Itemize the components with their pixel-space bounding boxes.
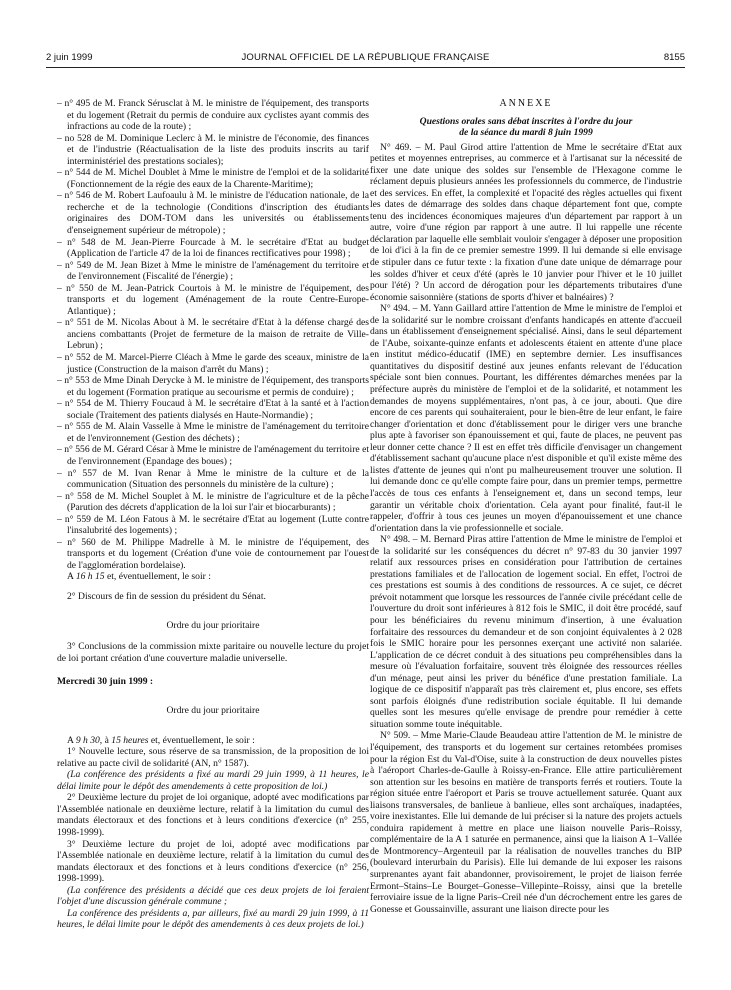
annexe-title: ANNEXE	[499, 98, 553, 109]
list-item: – n° 560 de M. Philippe Madrelle à M. le ministre de l'équipement, des transports et du logement (Création d'une voie de contournement par l'ouest de l'agglomération bordelaise).	[57, 536, 369, 571]
page-header	[46, 52, 685, 66]
list-item: – n° 559 de M. Léon Fatous à M. le secrétaire d'Etat au logement (Lutte contre l'insalubrité des logements) ;	[57, 513, 369, 537]
list-item: – n° 557 de M. Ivan Renar à Mme le ministre de la culture et de la communication (Situation des personnels du ministère de la culture) ;	[57, 467, 369, 491]
agenda-note-1: (La conférence des présidents a fixé au mardi 29 juin 1999, à 11 heures, le délai limite pour le dépôt des amendements à cette proposition de loi.)	[57, 769, 369, 792]
list-item: – n° 556 de M. Gérard César à Mme le ministre de l'aménagement du territoire et de l'environnement (Epandage des boues) ;	[57, 444, 369, 467]
morning-schedule: A 9 h 30, à 15 heures et, éventuellement, le soir :	[67, 734, 255, 746]
ordre-du-jour-heading-2: Ordre du jour prioritaire	[166, 705, 260, 717]
discours-item: 2° Discours de fin de session du président du Sénat.	[67, 590, 266, 602]
list-item: – n° 554 de M. Thierry Foucaud à M. le secrétaire d'Etat à la santé et à l'action sociale (Traitement des patients dialysés en Haute-Normandie) ;	[57, 398, 369, 421]
list-item: – n° 549 de M. Jean Bizet à Mme le ministre de l'aménagement du territoire et de l'environnement (Fiscalité de l'énergie) ;	[57, 259, 369, 283]
list-item: – n° 558 de M. Michel Souplet à M. le ministre de l'agriculture et de la pêche (Parution des décrets d'application de la loi sur l'air et biocarburants) ;	[57, 490, 369, 514]
list-item: – n° 551 de M. Nicolas About à M. le secrétaire d'Etat à la défense chargé des anciens combattants (Projet de fermeture de la maison de retraite de Ville-Lebrun) ;	[57, 317, 369, 352]
header-journal-title: JOURNAL OFFICIEL DE LA RÉPUBLIQUE FRANÇAISE	[241, 52, 490, 63]
list-item: – n° 553 de Mme Dinah Derycke à M. le ministre de l'équipement, des transports et du logement (Formation pratique au secourisme et permis de conduire) ;	[57, 375, 369, 398]
question-498: N° 498. – M. Bernard Piras attire l'attention de Mme le ministre de l'emploi et de la solidarité sur les conséquences du décret n° 97-83 du 30 janvier 1997 relatif aux ressources prises en considération pour l'attribution de certaines prestations familiales et de l'allocation de logement social. En effet, l'octroi de ces prestations est soumis à des conditions de ressources. A ce sujet, ce décret prévoit notamment que lorsque les ressources de l'année civile précédant celle de l'ouverture du droit sont inférieures à 812 fois le SMIC, il doit être procédé, sauf pour les bénéficiaires du revenu minimum d'insertion, à une évaluation forfaitaire des ressources du demandeur et de son conjoint équivalentes à 2 028 fois le SMIC horaire pour les personnes exerçant une activité non salariée. L'application de ce décret conduit à des situations peu compréhensibles dans la mesure où l'évaluation forfaitaire, souvent très éloignée des ressources réelles d'un ménage, peut ainsi les priver du bénéfice d'une prestation familiale. La logique de ce dispositif n'apparaît pas très clairement et, plus encore, ses effets sont parfois éloignés d'une redistribution sociale équitable. Il lui demande quelles sont les mesures qu'elle envisage de prendre pour remédier à cette situation somme toute inéquitable.	[370, 534, 682, 730]
question-469: N° 469. – M. Paul Girod attire l'attention de Mme le secrétaire d'Etat aux petites et moyennes entreprises, au commerce et à l'artisanat sur la nécessité de fixer une date unique des soldes sur l'ensemble de l'Hexagone comme le réclament depuis plusieurs années les professionnels du commerce, de l'industrie et des services. En effet, la complexité et l'opacité des règles actuelles qui fixent les dates de démarrage des soldes dans chaque département font que, compte tenu des incidences économiques majeures d'un département par rapport à un autre, voire d'une région par rapport à une autre. Il lui rappelle une récente déclaration par laquelle elle semblait vouloir s'engager à déposer une proposition de loi d'ici à la fin de ce premier semestre 1999. Il lui demande si elle envisage de stipuler dans ce futur texte : la fixation d'une date unique de démarrage pour les soldes d'hiver et ceux d'été (après le 10 janvier pour l'hiver et le 10 juillet pour l'été) ? Un accord de dérogation pour les départements tributaires d'une économie saisonnière (stations de sports d'hiver et balnéaires) ?	[370, 141, 682, 303]
list-item: – n° 550 de M. Jean-Patrick Courtois à M. le ministre de l'équipement, des transports et du logement (Aménagement de la route Centre-Europe-Atlantique) ;	[57, 282, 369, 317]
right-column	[370, 98, 682, 915]
header-date: 2 juin 1999	[46, 52, 93, 63]
list-item: – no 528 de M. Dominique Leclerc à M. le ministre de l'économie, des finances et de l'industrie (Réactualisation de la liste des produits inscrits au tarif interministériel des prestations sociales);	[57, 132, 369, 167]
header-rule	[46, 67, 685, 68]
agenda-note-3: La conférence des présidents a, par ailleurs, fixé au mardi 29 juin 1999, à 11 heures, le délai limite pour le dépôt des amendements à ces deux projets de loi.)	[57, 907, 369, 931]
conclusions-item: 3° Conclusions de la commission mixte paritaire ou nouvelle lecture du projet de loi portant création d'une couverture maladie universelle.	[57, 641, 369, 664]
list-item: – n° 546 de M. Robert Laufoaulu à M. le ministre de l'éducation nationale, de la recherche et de la technologie (Conditions d'inscription des étudiants originaires des DOM-TOM dans les universités ou établissements d'enseignement supérieur de métropole) ;	[57, 190, 369, 237]
annexe-subtitle-line-2: de la séance du mardi 8 juin 1999	[459, 127, 593, 139]
mercredi-heading: Mercredi 30 juin 1999 :	[57, 676, 154, 688]
question-494: N° 494. – M. Yann Gaillard attire l'attention de Mme le ministre de l'emploi et de la solidarité sur le nombre croissant d'enfants handicapés en attente d'accueil dans un établissement d'enseignement spécialisé. Ainsi, dans le seul département de l'Aube, soixante-quinze enfants et adolescents étaient en attente d'une place en institut médico-éducatif (IME) en septembre dernier. Les insuffisances quantitatives du dispositif destiné aux jeunes enfants relevant de l'éducation spéciale sont bien connues. Pourtant, les différentes démarches menées par la préfecture auprès du ministère de l'emploi et de la solidarité, et notamment les demandes de moyens supplémentaires, n'ont pas, à ce jour, abouti. Que dire encore de ces parents qui souhaiteraient, pour le bien-être de leur enfant, le faire changer d'orientation et donc d'établissement pour le diriger vers une branche plus apte à favoriser son épanouissement et qui, faute de places, ne peuvent pas leur donner cette chance ? Il est en effet très difficile d'envisager un changement d'établissement sachant qu'aucune place n'est disponible et qu'il existe même des listes d'attente de jeunes qui n'ont pu malheureusement trouver une solution. Il lui demande donc ce qu'elle compte faire pour, dans un premier temps, permettre l'accès de tous ces enfants à l'enseignement et, dans un second temps, leur garantir un véritable choix d'orientation. Cela ayant pour finalité, faut-il le rappeler, d'offrir à tous ces jeunes un moyen d'épanouissement et une chance d'orientation dans la vie professionnelle et sociale.	[370, 303, 682, 534]
afternoon-schedule: A 16 h 15 et, éventuellement, le soir :	[67, 571, 211, 583]
list-item: – n° 552 de M. Marcel-Pierre Cléach à Mme le garde des sceaux, ministre de la justice (Construction de la maison d'arrêt du Mans) ;	[57, 352, 369, 375]
question-509: N° 509. – Mme Marie-Claude Beaudeau attire l'attention de M. le ministre de l'équipement, des transports et du logement sur certaines retombées promises pour la région Est du Val-d'Oise, suite à la construction de deux nouvelles pistes à l'aéroport Charles-de-Gaulle à Roissy-en-France. Elle attire particulièrement son attention sur les besoins en matière de transports ferrés et routiers. Toute la région située entre l'aéroport et Paris se trouve actuellement saturée. Quant aux liaisons transversales, de banlieue à banlieue, elles sont archaïques, inadaptées, voire inexistantes. Elle lui demande de lui préciser si la nature des projets actuels conduira rapidement à mettre en place une liaison nouvelle Paris–Roissy, complémentaire de la A 1 saturée en permanence, ainsi que la liaison A 1–Vallée de Montmorency–Argenteuil par la réalisation de nouvelles tranches du BIP (boulevard interurbain du Parisis). Elle lui demande de lui exposer les raisons surprenantes ayant fait abandonner, provisoirement, le projet de liaison ferrée Ermont–Stains–Le Bourget–Gonesse–Villepinte–Roissy, ainsi que la bretelle ferroviaire issue de la ligne Paris–Creil née d'un décrochement entre les gares de Gonesse et Goussainville, assurant une liaison directe pour les	[370, 730, 682, 915]
question-list	[57, 98, 369, 571]
annexe-subtitle-line-1: Questions orales sans débat inscrites à l'ordre du jour	[419, 115, 633, 127]
header-page-number: 8155	[663, 52, 685, 63]
agenda-item-1: 1° Nouvelle lecture, sous réserve de sa transmission, de la proposition de loi relative au pacte civil de solidarité (AN, n° 1587).	[57, 746, 369, 769]
annexe-subtitle	[370, 116, 682, 139]
list-item: – n° 548 de M. Jean-Pierre Fourcade à M. le secrétaire d'Etat au budget (Application de l'article 47 de la loi de finances rectificatives pour 1998) ;	[57, 236, 369, 260]
list-item: – n° 555 de M. Alain Vasselle à Mme le ministre de l'aménagement du territoire et de l'environnement (Gestion des déchets) ;	[57, 421, 369, 444]
list-item: – n° 544 de M. Michel Doublet à Mme le ministre de l'emploi et de la solidarité (Fonctionnement de la régie des eaux de la Charente-Maritime);	[57, 167, 369, 190]
list-item: – n° 495 de M. Franck Sérusclat à M. le ministre de l'équipement, des transports et du logement (Retrait du permis de conduire aux cyclistes ayant commis des infractions au code de la route) ;	[57, 98, 369, 133]
agenda-item-3: 3° Deuxième lecture du projet de loi, adopté avec modifications par l'Assemblée nationale en deuxième lecture, relatif à la limitation du cumul des mandats électoraux et des fonctions et à leurs conditions d'exercice (n° 256, 1998-1999).	[57, 838, 369, 885]
agenda-item-2: 2° Deuxième lecture du projet de loi organique, adopté avec modifications par l'Assemblée nationale en deuxième lecture, relatif à la limitation du cumul des mandats électoraux et des fonctions et à leurs conditions d'exercice (n° 255, 1998-1999).	[57, 792, 369, 838]
agenda-note-2: (La conférence des présidents a décidé que ces deux projets de loi feraient l'objet d'une discussion générale commune ;	[57, 884, 369, 908]
left-column	[57, 98, 369, 931]
ordre-du-jour-heading: Ordre du jour prioritaire	[166, 620, 260, 632]
